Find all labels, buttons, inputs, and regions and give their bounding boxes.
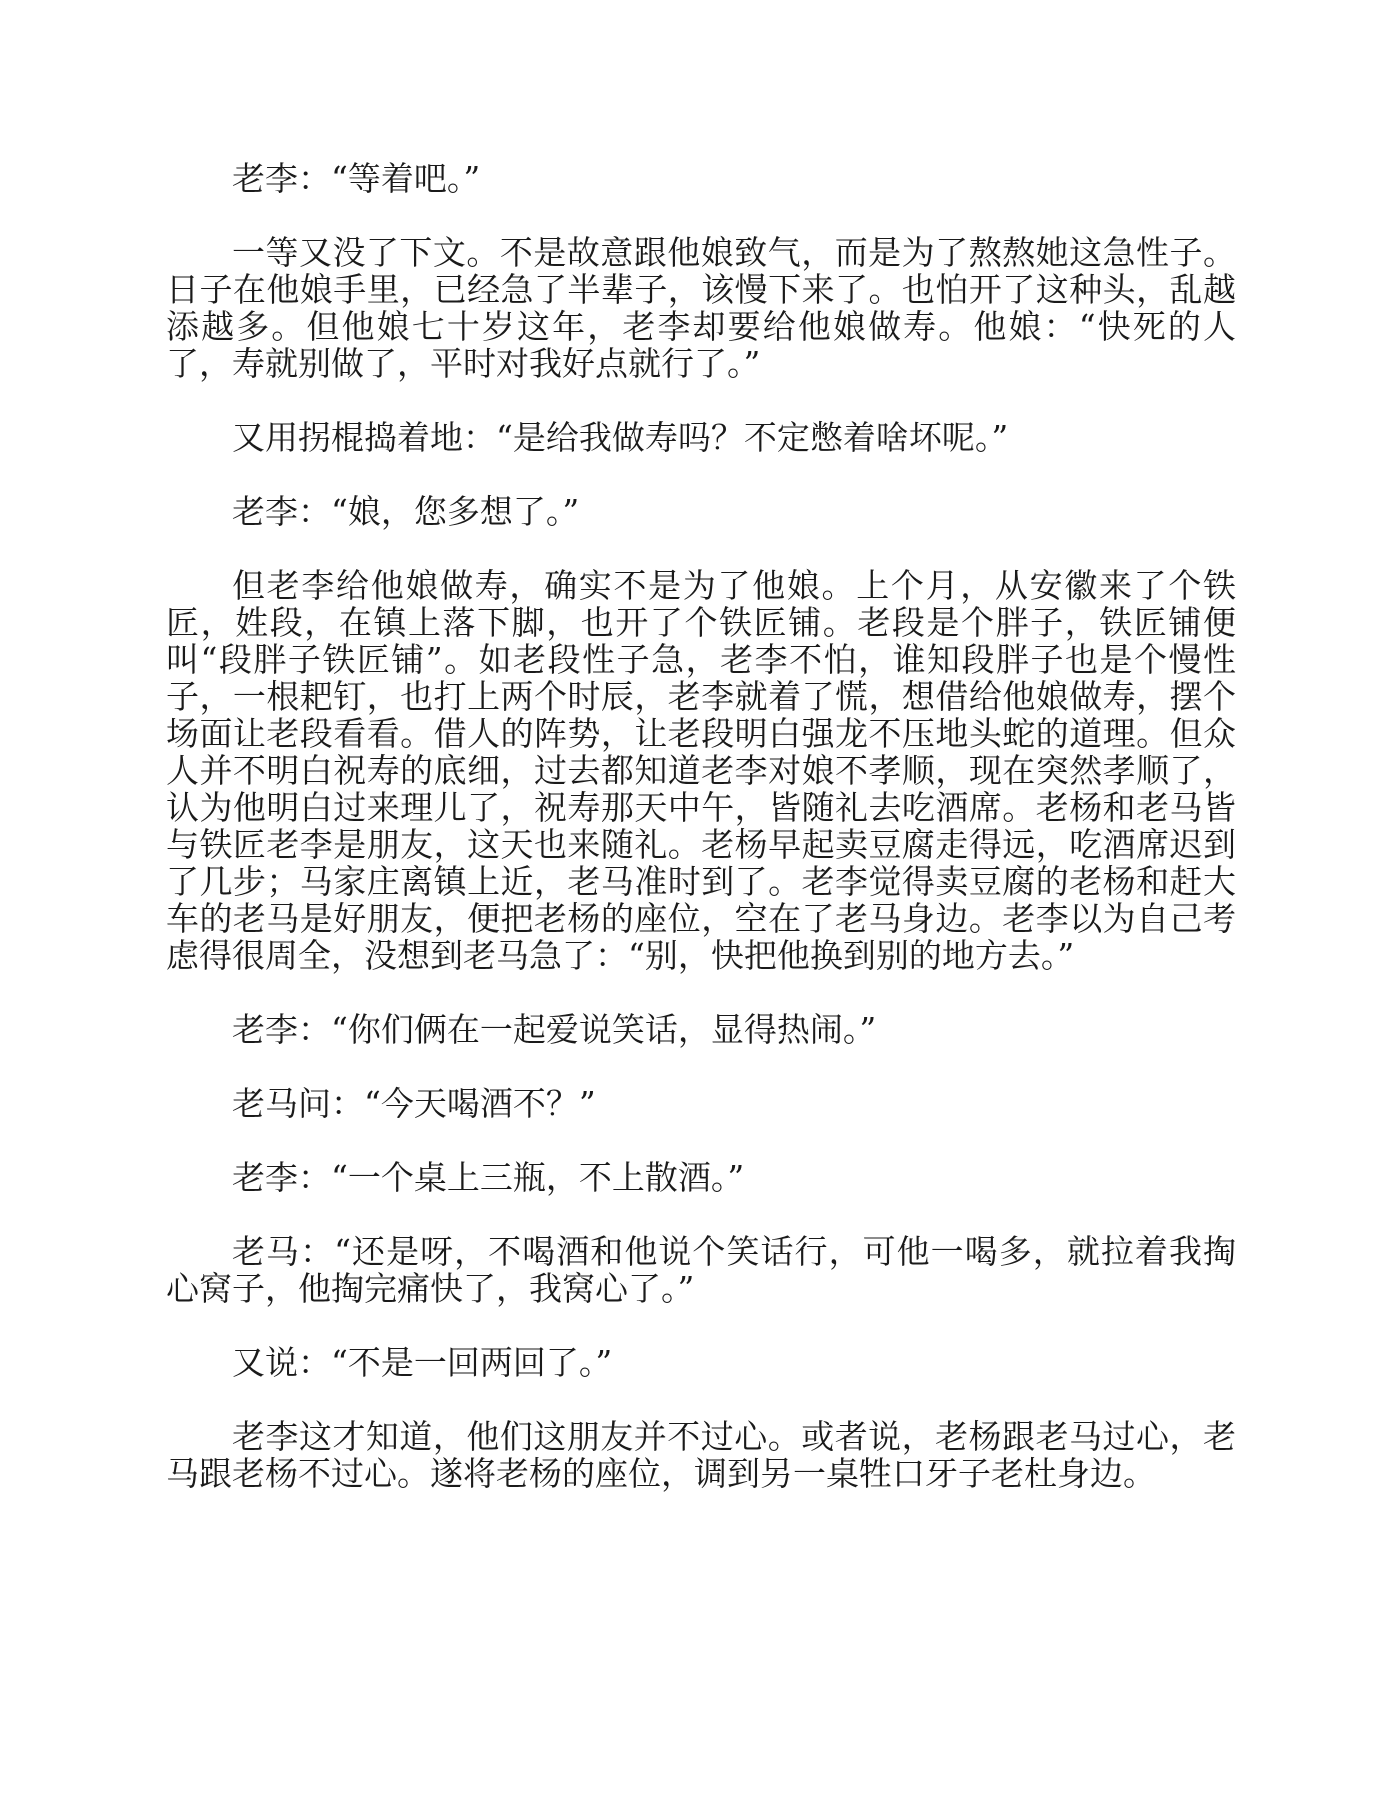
paragraph: 老李：“你们俩在一起爱说笑话，显得热闹。” xyxy=(232,1010,877,1049)
document-page xyxy=(166,160,1236,1492)
paragraph: 又用拐棍捣着地：“是给我做寿吗？不定憋着啥坏呢。” xyxy=(232,418,1009,457)
paragraph: 老马问：“今天喝酒不？” xyxy=(232,1084,596,1123)
paragraph: 老李：“娘，您多想了。” xyxy=(232,492,580,531)
paragraph: 老马：“还是呀，不喝酒和他说个笑话行，可他一喝多，就拉着我掏心窝子，他掏完痛快了，我窝心了。” xyxy=(166,1232,1236,1308)
paragraph: 老李：“一个桌上三瓶，不上散酒。” xyxy=(232,1158,745,1197)
paragraph: 但老李给他娘做寿，确实不是为了他娘。上个月，从安徽来了个铁匠，姓段，在镇上落下脚，也开了个铁匠铺。老段是个胖子，铁匠铺便叫“段胖子铁匠铺”。如老段性子急，老李不怕，谁知段胖子也是个慢性子，一根耙钉，也打上两个时辰，老李就着了慌，想借给他娘做寿，摆个场面让老段看看。借人的阵势，让老段明白强龙不压地头蛇的道理。但众人并不明白祝寿的底细，过去都知道老李对娘不孝顺，现在突然孝顺了，认为他明白过来理儿了，祝寿那天中午，皆随礼去吃酒席。老杨和老马皆与铁匠老李是朋友，这天也来随礼。老杨早起卖豆腐走得远，吃酒席迟到了几步；马家庄离镇上近，老马准时到了。老李觉得卖豆腐的老杨和赶大车的老马是好朋友，便把老杨的座位，空在了老马身边。老李以为自己考虑得很周全，没想到老马急了：“别，快把他换到别的地方去。” xyxy=(166,566,1236,975)
paragraph: 又说：“不是一回两回了。” xyxy=(232,1343,613,1382)
paragraph: 老李：“等着吧。” xyxy=(232,159,481,198)
paragraph: 一等又没了下文。不是故意跟他娘致气，而是为了熬熬她这急性子。日子在他娘手里，已经急了半辈子，该慢下来了。也怕开了这种头，乱越添越多。但他娘七十岁这年，老李却要给他娘做寿。他娘：“快死的人了，寿就别做了，平时对我好点就行了。” xyxy=(166,233,1236,383)
paragraph: 老李这才知道，他们这朋友并不过心。或者说，老杨跟老马过心，老马跟老杨不过心。遂将老杨的座位，调到另一桌牲口牙子老杜身边。 xyxy=(166,1417,1236,1493)
